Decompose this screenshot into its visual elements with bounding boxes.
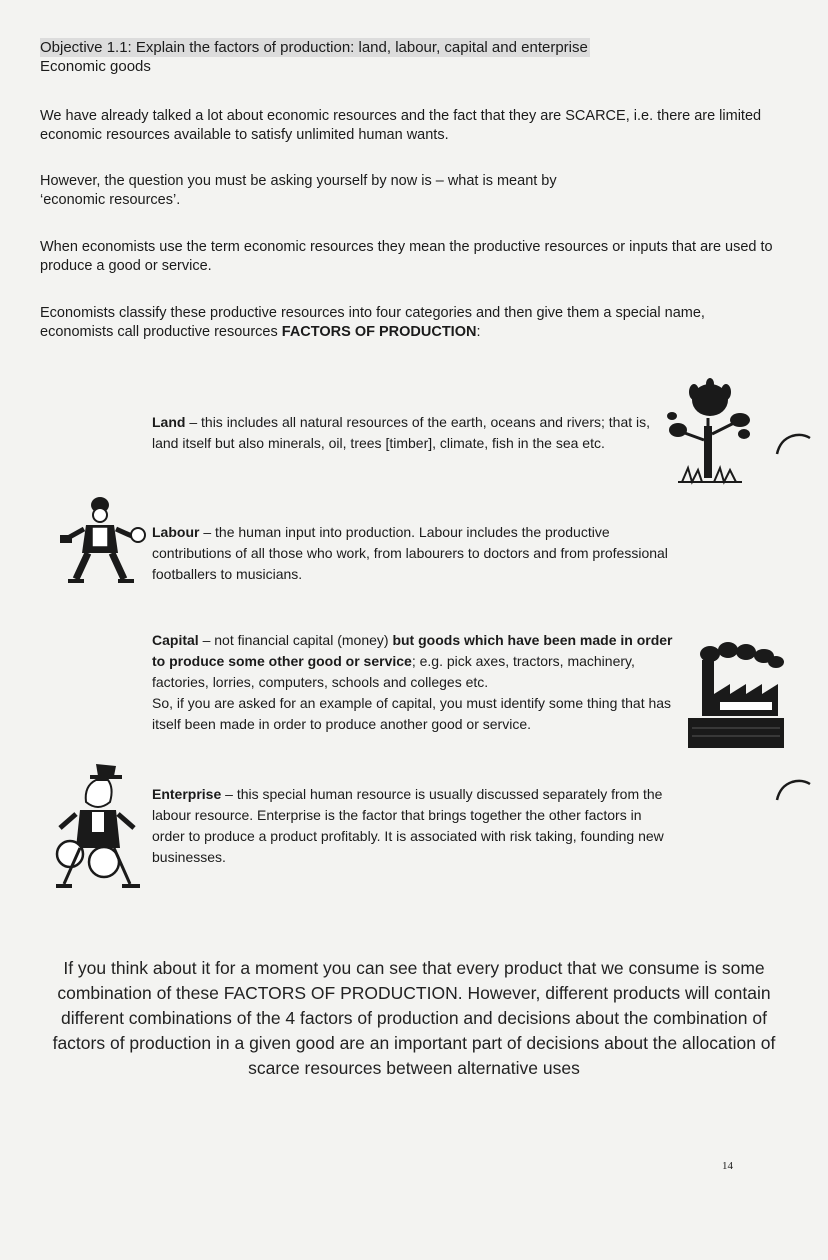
factor-land-text: – this includes all natural resources of the earth, oceans and rivers; that is, land itself but also minerals, oil, trees [timber], climate, fish in the sea etc. xyxy=(152,414,651,451)
tree-icon xyxy=(664,378,756,486)
factor-capital-name: Capital xyxy=(152,632,199,648)
factor-capital-text1: – not financial capital (money) xyxy=(198,632,393,648)
factor-capital-bold: but goods which have been made in order to produce some other good or service xyxy=(152,632,673,669)
pen-mark-icon-2 xyxy=(774,778,814,804)
factor-labour xyxy=(152,522,672,585)
factors-of-production-term: FACTORS OF PRODUCTION xyxy=(281,324,477,340)
businessman-icon xyxy=(50,762,146,894)
factor-enterprise xyxy=(152,784,672,868)
closing-paragraph: If you think about it for a moment you can see that every product that we consume is some combination of these FACTORS OF PRODUCTION. However, different products will contain different combinations of the 4 factors of production and decisions about the combination of factors of production in a given good are an important part of decisions about the allocation of scarce resources between alternative uses xyxy=(52,958,776,1078)
factor-capital xyxy=(152,630,682,735)
factory-icon xyxy=(684,640,786,752)
worker-icon xyxy=(58,495,154,587)
factor-capital-text2: ; e.g. pick axes, tractors, machinery, factories, lorries, computers, schools and colleges etc. xyxy=(152,653,635,690)
paragraph-classification xyxy=(40,304,770,342)
paragraph-definition: When economists use the term economic resources they mean the productive resources or inputs that are used to produce a good or service. xyxy=(40,239,773,274)
factor-land xyxy=(152,412,662,454)
factor-labour-text: – the human input into production. Labour includes the productive contributions of all those who work, from labourers to doctors and from professional footballers to musicians. xyxy=(152,524,668,582)
section-subtitle: Economic goods xyxy=(40,58,151,75)
classification-text: Economists classify these productive resources into four categories and then give them a special name, economists call productive resources xyxy=(40,305,705,340)
paragraph-question: However, the question you must be asking yourself by now is – what is meant by ‘economic resources’. xyxy=(40,173,557,208)
objective-title: Objective 1.1: Explain the factors of production: land, labour, capital and enterprise xyxy=(40,39,588,56)
factor-enterprise-name: Enterprise xyxy=(152,786,222,802)
page-number: 14 xyxy=(722,1160,733,1172)
classification-colon: : xyxy=(476,324,481,340)
factor-capital-text3: So, if you are asked for an example of capital, you must identify some thing that has itself been made in order to produce another good or service. xyxy=(152,695,672,732)
pen-mark-icon xyxy=(774,432,814,458)
factor-enterprise-text: – this special human resource is usually discussed separately from the labour resource. Enterprise is the factor that brings together the other factors in order to produce a product profitably. It is associated with risk taking, founding new businesses. xyxy=(152,786,664,865)
page-header xyxy=(40,38,590,76)
factor-labour-name: Labour xyxy=(152,524,200,540)
paragraph-scarce: We have already talked a lot about economic resources and the fact that they are SCARCE, i.e. there are limited economic resources available to satisfy unlimited human wants. xyxy=(40,108,762,143)
factor-land-name: Land xyxy=(152,414,186,430)
